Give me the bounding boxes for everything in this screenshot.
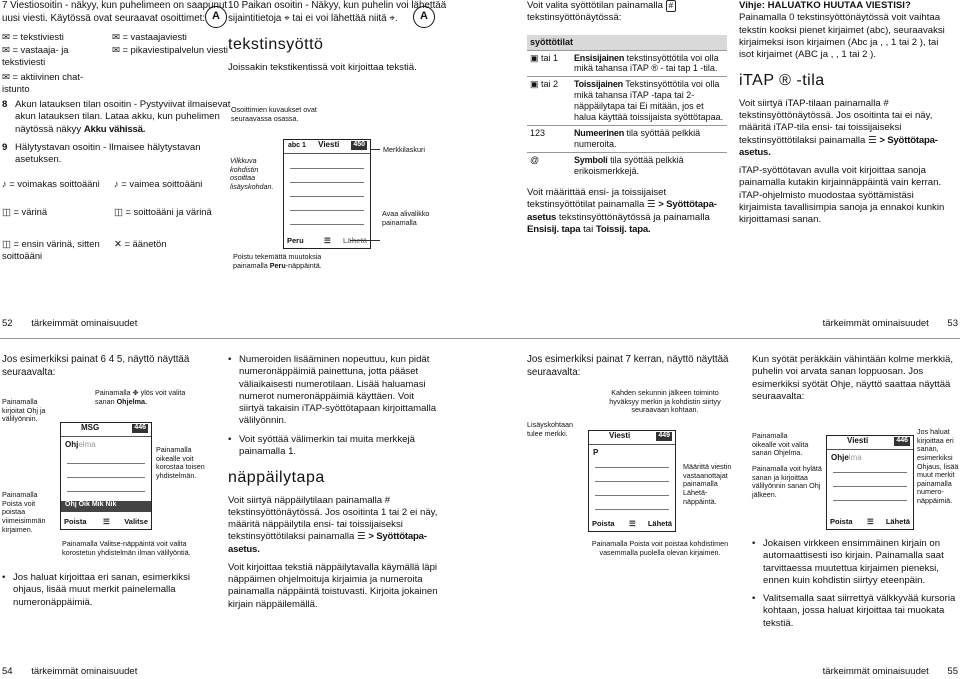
callout-delete: Painamalla Poista voit poistaa viimeisimmän kirjaimen.: [2, 490, 46, 534]
section-heading-itap: iTAP ® -tila: [739, 72, 825, 90]
page-54-col2: [228, 354, 438, 611]
icon-label: = aktiivinen chat-istunto: [2, 71, 84, 95]
menu-key-icon[interactable]: ☰: [629, 519, 636, 529]
callout-indicators: Osoittimien kuvaukset ovat seuraavassa osassa.: [231, 105, 317, 123]
text-bold: > Syöttötapa-asetus.: [228, 531, 427, 555]
phone-screen-completion: [826, 435, 914, 530]
callout-highlight: Painamalla oikealle voit korostaa toisen yhdistelmän.: [156, 445, 205, 480]
location-off-icon: ⌖: [389, 12, 395, 24]
item-number: 9: [2, 141, 8, 153]
item-10: 10 Paikan osoitin - Näkyy, kun puhelin voi lähettää sijaintitietoja ⌖ tai ei voi lähettää niitä ⌖.: [228, 0, 447, 24]
text: tekstinsyöttönäytössä:: [527, 12, 622, 24]
callout-reject-word: Painamalla voit hylätä sanan ja kirjoittaa välilyönnin sanan Ohj jälkeen.: [752, 464, 822, 499]
callout-cursor: Vilkkuva kohdistin osoittaa lisäyskohdan.: [230, 156, 274, 191]
icon-label: = voimakas soittoääni: [9, 178, 100, 190]
icon-label: = vastaaja- ja tekstiviesti: [2, 44, 69, 68]
char-counter: 450: [353, 141, 365, 148]
text-bold: Ohjelma.: [116, 396, 147, 406]
callout-scroll-up: [95, 389, 205, 406]
screen-title: Viesti: [847, 436, 869, 445]
row-text: Tekstinsyöttötila voi olla mikä tahansa iTAP -tapa tai 2-näppäilytapa tai Ei mitään, jos et halua käyttää toissijaista syöttötapaa.: [574, 79, 724, 123]
footer-53: [823, 318, 958, 330]
item-8-text: Akun latauksen tilan osoitin - Pystyviivat ilmaisevat akun latauksen tilan. Lataa akku, kun puhelimen näytössä näkyy: [15, 99, 231, 135]
screen-title-bar: [589, 431, 675, 445]
item-8-bold: Akku vähissä.: [83, 123, 146, 135]
footer-text: tärkeimmät ominaisuudet: [822, 318, 929, 329]
soft-key-send[interactable]: Lähetä: [885, 517, 910, 527]
menu-key-icon: ☰: [647, 199, 656, 211]
typed-word: Ohj: [65, 440, 79, 449]
menu-key-icon: ☰: [868, 134, 877, 146]
mode-outro: [527, 187, 727, 236]
table-row: [527, 126, 727, 153]
row-bold: Symboli: [574, 155, 608, 166]
screen-title-bar: [827, 436, 913, 450]
typed-word: Ohje: [831, 453, 849, 462]
secondary-mode-icon: ▣: [530, 79, 539, 90]
text: tai: [583, 223, 594, 235]
typed-char: P: [593, 448, 599, 457]
row-key: 123: [527, 126, 571, 153]
table-header: syöttötilat: [527, 35, 727, 50]
icon-grid-9: [2, 178, 232, 270]
im-message-icon: ✉: [112, 44, 120, 56]
text: ylös voit valita sanan: [95, 388, 186, 406]
footer-54: [2, 666, 137, 678]
phone-screen-itap: [60, 422, 152, 530]
page-number: 54: [2, 666, 13, 677]
callout-counter: Merkkilaskuri: [383, 145, 425, 154]
icon-label: = ensin värinä, sitten soittoääni: [2, 238, 100, 262]
icon-label: = vaimea soittoääni: [121, 178, 203, 190]
soft-key-send[interactable]: Lähetä: [647, 519, 672, 529]
char-counter: 446: [896, 437, 908, 444]
item-10-text: 10 Paikan osoitin - Näkyy, kun puhelin voi lähettää sijaintitietoja: [228, 0, 447, 24]
phone-screen-text-entry: [283, 139, 371, 249]
char-counter: 446: [134, 424, 146, 431]
footer-text: tärkeimmät ominaisuudet: [31, 318, 138, 329]
primary-mode-icon: ▣: [530, 52, 539, 63]
icon-label: = tekstiviesti: [12, 31, 64, 43]
table-row: [527, 50, 727, 77]
page-52-left-col: [2, 0, 232, 270]
suggested-word: elma: [78, 440, 96, 449]
text: Painamalla: [95, 388, 131, 397]
mode-intro: [527, 0, 727, 25]
footer-52: [2, 318, 137, 330]
ring-vibrate-icon: ◫: [114, 206, 123, 218]
input-modes-table: [527, 35, 727, 180]
list-item: • Voit syöttää välimerkin tai muita merkkejä painamalla 1.: [228, 434, 438, 459]
text-bold: > Syöttötapa-asetus: [527, 199, 717, 223]
soft-key-delete[interactable]: Poista: [64, 517, 87, 527]
page-55-bullets: [752, 538, 957, 636]
voice-text-icon: ✉: [2, 44, 10, 56]
tip-text: Painamalla 0 tekstinsyöttönäytössä voit vaihtaa tekstin kooksi pienet kirjaimet (abc), seuraavaksi kirjaimeksi ison kirjaimen (Abc ja , , 1 tai 2 ), tai isot kirjaimet (ABC ja , , 1 tai 2 ).: [739, 12, 945, 61]
callout-insert: Lisäyskohtaan tulee merkki.: [527, 420, 573, 438]
motorola-logo-icon: A: [413, 6, 435, 28]
row-key: tai 2: [541, 79, 559, 90]
tap-paragraph-1: [228, 495, 438, 556]
nav-key-icon: ✥: [132, 388, 139, 397]
callout-delete-left: Painamalla Poista voit poistaa kohdistimen vasemmalla puolella olevan kirjaimen.: [591, 539, 729, 557]
section-heading-tap: näppäilytapa: [228, 469, 325, 487]
page-55-col2: Kun syötät peräkkäin vähintään kolme merkkiä, puhelin voi arvata sanan loppuosan. Jos esimerkiksi syötät Ohje, näyttö saattaa näyttää seuraavalta:: [752, 354, 954, 402]
callout-text: -näppäintä.: [285, 260, 322, 270]
item-8: [2, 99, 232, 136]
loud-ring-icon: ♪: [2, 178, 7, 190]
screen-title-bar: [284, 140, 370, 154]
hash-key-icon: #: [666, 0, 676, 12]
screen-title: Viesti: [609, 431, 631, 440]
callout-send: Määrittä viestin vastaanottajat painamalla Lähetä-näppäintä.: [683, 462, 732, 506]
row-text: tila syöttää pelkkiä erikoismerkkejä.: [574, 155, 684, 177]
icon-label: = pikaviestipalvelun viesti: [122, 44, 228, 56]
row-key: @: [527, 153, 571, 179]
tap-paragraph-2: Voit kirjoittaa tekstiä näppäilytavalla käymällä läpi näppäimen ohjelmoituja kirjaimia ja numeroita painamalla näppäintä toistuvasti. Kirjoita jokainen kirjain näppäilemällä.: [228, 561, 438, 610]
icon-label: = vastaajaviesti: [122, 31, 187, 43]
list-item: • Jos haluat kirjoittaa eri sanan, esimerkiksi ohjaus, lisää muut merkit painelemalla numeronäppäimiä.: [2, 572, 212, 609]
location-on-icon: ⌖: [284, 12, 290, 24]
icon-label: = värinä: [13, 206, 48, 218]
phone-screen-tap: [588, 430, 676, 532]
item-9-text: Hälytystavan osoitin - Ilmaisee hälytystavan asetuksen.: [15, 141, 201, 166]
text-entry-intro: Joissakin tekstikentissä voit kirjoittaa tekstiä.: [228, 61, 417, 73]
page-53-col2: [527, 0, 727, 236]
section-heading-text-entry: tekstinsyöttö: [228, 36, 324, 54]
callout-space: Painamalla kirjoitat Ohj ja välilyönnin.: [2, 397, 46, 424]
soft-ring-icon: ♪: [114, 178, 119, 190]
menu-key-icon: ☰: [357, 531, 366, 543]
footer-55: [823, 666, 958, 678]
callout-other-word: Jos haluat kirjoittaa eri sanan, esimerkiksi Ohjaus, lisää muut merkit painamalla numero-näppäimiä.: [917, 427, 959, 506]
page-number: 53: [947, 318, 958, 329]
soft-key-delete[interactable]: Poista: [830, 517, 853, 527]
callout-cancel: [233, 253, 343, 270]
vibrate-then-ring-icon: ◫: [2, 238, 11, 250]
item-7: 7 Viestiosoitin - näkyy, kun puhelimeen on saapunut uusi viesti. Käytössä ovat seuraavat osoittimet:: [2, 0, 228, 24]
page-number: 55: [947, 666, 958, 677]
item-number: 8: [2, 99, 8, 111]
tip-title: Vihje: HALUATKO HUUTAA VIESTISI?: [739, 0, 911, 11]
footer-text: tärkeimmät ominaisuudet: [31, 666, 138, 677]
callout-accept-word: Painamalla oikealle voit valita sanan Ohjelma.: [752, 431, 809, 458]
itap-paragraph-1: [739, 98, 954, 159]
menu-key-icon[interactable]: ☰: [867, 517, 874, 527]
callout-select: Painamalla Valitse-näppäintä voit valita korostetun yhdistelmän ilman välilyöntiä.: [62, 539, 191, 557]
callout-bold: Peru: [269, 260, 286, 270]
item-10-text-b: tai ei voi lähettää niitä: [292, 12, 387, 24]
soft-key-delete[interactable]: Poista: [592, 519, 615, 529]
row-text: tekstinsyöttötila voi olla mikä tahansa iTAP ® - tai tap 1 -tila.: [574, 52, 719, 74]
menu-key-icon[interactable]: ☰: [103, 517, 110, 527]
list-item: • Valitsemalla saat siirrettyä välkkyvää kursoria kohtaan, jossa haluat kirjoittaa tai muokata tekstiä.: [752, 593, 957, 630]
motorola-logo-icon: A: [205, 6, 227, 28]
page-54-bullets: [2, 572, 212, 615]
char-counter: 449: [658, 432, 670, 439]
callout-accept: Kahden sekunnin jälkeen toiminto hyväksyy merkin ja kohdistin siirtyy seuraavaan kohtaan.: [609, 388, 721, 415]
page-number: 52: [2, 318, 13, 329]
text-message-icon: ✉: [2, 31, 10, 43]
vibrate-icon: ◫: [2, 206, 11, 218]
screen-title: MSG: [81, 423, 100, 432]
icon-label: = äänetön: [124, 238, 167, 250]
chat-icon: ✉: [2, 71, 10, 83]
voicemail-icon: ✉: [112, 31, 120, 43]
screen-title-bar: [61, 423, 151, 437]
text: tekstinsyöttönäytössä ja painamalla: [558, 211, 710, 223]
screen-title: Viesti: [318, 140, 340, 149]
list-item: • Jokaisen virkkeen ensimmäinen kirjain on automaattisesti iso kirjain. Painamalla saat tarvittaessa muutettua kirjaimen pieneksi, ennen kuin kohdistin siirtyy eteenpäin.: [752, 538, 957, 587]
soft-key-send[interactable]: Lähetä: [342, 236, 367, 246]
text: Voit valita syöttötilan painamalla: [527, 0, 663, 11]
soft-key-select[interactable]: Valitse: [124, 517, 148, 527]
row-bold: Ensisijainen: [574, 52, 625, 63]
screen-mode: abc 1: [288, 142, 306, 149]
silent-icon: ✕: [114, 238, 122, 250]
page-55-intro: Jos esimerkiksi painat 7 kerran, näyttö näyttää seuraavalta:: [527, 354, 729, 378]
soft-key-cancel[interactable]: Peru: [287, 236, 304, 246]
table-row: [527, 77, 727, 126]
text-bold: > Syöttötapa-asetus.: [739, 134, 938, 158]
page-54-intro: Jos esimerkiksi painat 6 4 5, näyttö näyttää seuraavalta:: [2, 354, 190, 378]
item-9: [2, 142, 232, 167]
spread-divider: [0, 338, 960, 339]
menu-key-icon[interactable]: ☰: [324, 236, 331, 246]
page-53-col3: [739, 0, 954, 226]
icon-label: = soittoääni ja värinä: [125, 206, 212, 218]
itap-paragraph-2: iTAP-syöttötavan avulla voit kirjoittaa sanoja painamalla kutakin kirjainnäppäintä vain kerran. iTAP-ohjelmisto muodostaa syöttämistäsi kirjaimista tavallisimpia sanoja ja ennakoi kunkin kirjoittamasi sanan.: [739, 165, 945, 226]
callout-submenu: Avaa alivalikko painamalla: [382, 209, 430, 227]
text-bold: Toissij. tapa.: [595, 223, 651, 235]
list-item: • Numeroiden lisääminen nopeuttuu, kun pidät numeronäppäimiä painettuna, jotta pääset väliaikaisesti numerotilaan. Lisää haluamasi numerot numeronäppäimiä käyttäen. Voit siirtyä takaisin iTAP-syöttötapaan kirjoittamalla välilyönnin.: [228, 354, 438, 428]
combo-bar[interactable]: Ohj Oik Mik Nik: [61, 501, 151, 512]
row-key: tai 1: [541, 52, 559, 63]
row-bold: Toissijainen: [574, 79, 623, 90]
text: Voit siirtyä iTAP-tilaan painamalla # tekstinsyöttönäytössä. Jos osoitinta tai ei näy, määritä iTAP-tila ensi- tai toissijaiseksi tekstinsyöttötilaksi painamalla: [739, 97, 933, 146]
table-row: [527, 153, 727, 179]
footer-text: tärkeimmät ominaisuudet: [822, 666, 929, 677]
row-text: tila syöttää pelkkiä numeroita.: [574, 128, 701, 150]
text: Voit siirtyä näppäilytilaan painamalla # tekstinsyöttönäytössä. Jos osoitinta 1 tai 2 ei näy, määritä näppäilytila ensi- tai toissijaiseksi tekstinsyöttötilaksi painamalla: [228, 494, 438, 543]
suggested-word: lma: [848, 453, 862, 462]
icon-grid-7: [2, 31, 232, 93]
text: Voit määrittää ensi- ja toissijaiset tekstinsyöttötilat painamalla: [527, 187, 667, 211]
callout-text: Poistu tekemättä muutoksia painamalla: [233, 252, 322, 270]
row-bold: Numeerinen: [574, 128, 625, 139]
text-bold: Ensisij. tapa: [527, 223, 581, 235]
